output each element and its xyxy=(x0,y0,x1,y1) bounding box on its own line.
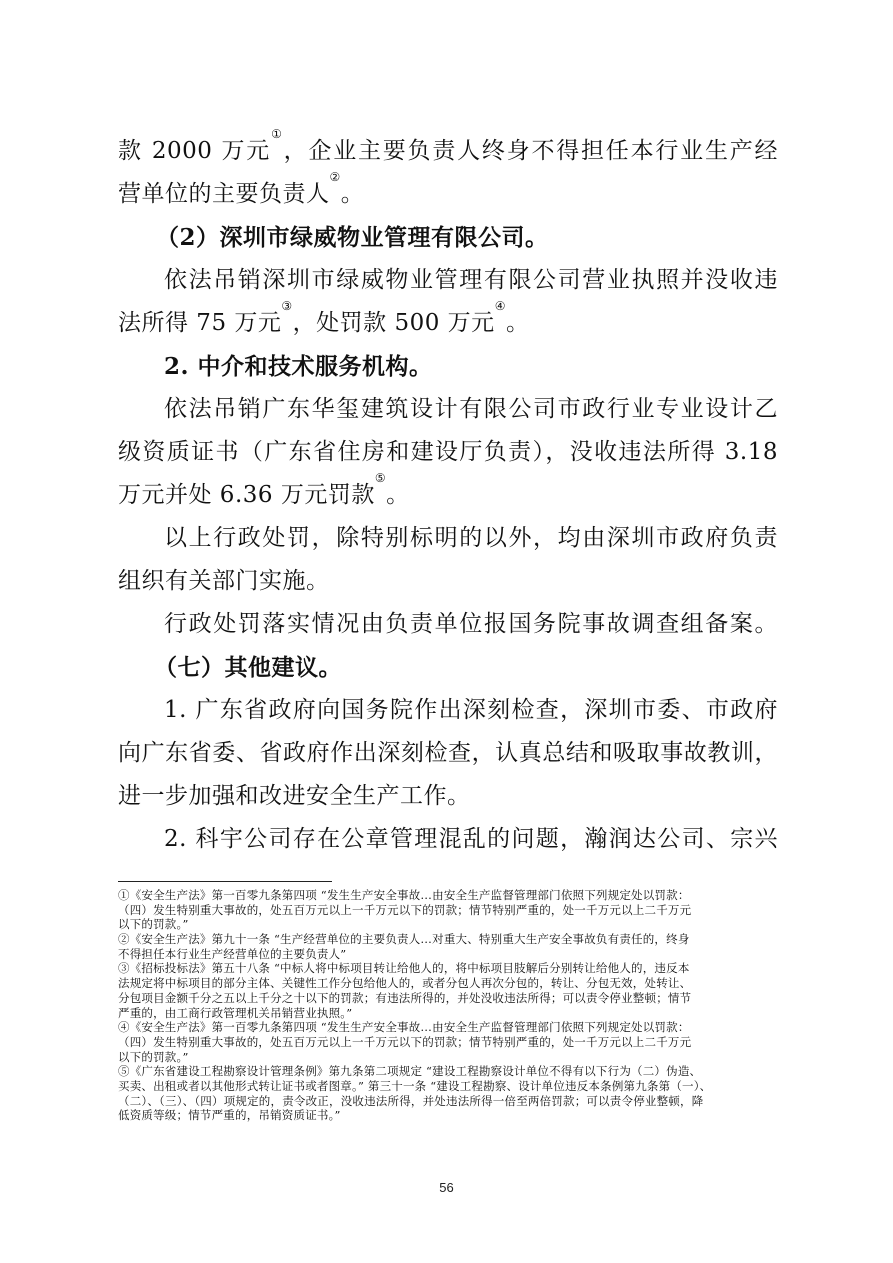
text-line: 法所得 75 万元③，处罚款 500 万元④。 xyxy=(118,299,530,336)
text-line: 1. 广东省政府向国务院作出深刻检查，深圳市委、市政府 xyxy=(164,697,778,723)
section-heading: 2. 中介和技术服务机构。 xyxy=(164,353,433,380)
footnote-divider xyxy=(118,881,332,882)
footnote-line: ②《安全生产法》第九十一条 “生产经营单位的主要负责人…对重大、特别重大生产安全事故负有责任的，终身 xyxy=(118,932,690,947)
page-number: 56 xyxy=(439,1180,454,1195)
footnote-ref[interactable]: ⑤ xyxy=(374,471,387,485)
section-heading: （七）其他建议。 xyxy=(154,654,342,681)
footnote-line: ⑤《广东省建设工程勘察设计管理条例》第九条第二项规定 “建设工程勘察设计单位不得有以下行为（二）伪造、 xyxy=(118,1064,702,1079)
footnote-line: 不得担任本行业生产经营单位的主要负责人” xyxy=(118,946,347,961)
footnotes xyxy=(118,888,776,1123)
footnote-line: 法规定将中标项目的部分主体、关键性工作分包给他人的，或者分包人再次分包的，转让、分包无效，处转让、 xyxy=(118,976,692,991)
footnote-line: （四）发生特别重大事故的，处五百万元以上一千万元以下的罚款；情节特别严重的，处一千万元以上二千万元 xyxy=(118,902,692,917)
footnote-line: 低资质等级；情节严重的，吊销资质证书。” xyxy=(118,1108,341,1123)
text-line: 依法吊销深圳市绿威物业管理有限公司营业执照并没收违 xyxy=(164,267,778,293)
footnote-line: ④《安全生产法》第一百零九条第四项 “发生生产安全事故…由安全生产监督管理部门依照下列规定处以罚款： xyxy=(118,1020,690,1035)
text-line: 级资质证书（广东省住房和建设厅负责），没收违法所得 3.18 xyxy=(118,439,778,465)
section-heading: （2）深圳市绿威物业管理有限公司。 xyxy=(156,224,549,251)
text-line: 向广东省委、省政府作出深刻检查，认真总结和吸取事故教训， xyxy=(118,740,778,766)
footnote-line: 分包项目金额千分之五以上千分之十以下的罚款；有违法所得的，并处没收违法所得；可以责令停业整顿；情节 xyxy=(118,990,692,1005)
text-line: 万元并处 6.36 万元罚款⑤。 xyxy=(118,471,410,508)
text-line: 2. 科宇公司存在公章管理混乱的问题，瀚润达公司、宗兴 xyxy=(164,826,778,852)
main-text xyxy=(118,127,779,861)
text-line: 进一步加强和改进安全生产工作。 xyxy=(118,783,471,809)
footnote-ref[interactable]: ① xyxy=(271,127,284,141)
text-line: 组织有关部门实施。 xyxy=(118,568,330,594)
text-line: 款 2000 万元①，企业主要负责人终身不得担任本行业生产经 xyxy=(118,127,779,164)
footnote-line: 以下的罚款。” xyxy=(118,917,189,932)
text-line: 依法吊销广东华玺建筑设计有限公司市政行业专业设计乙 xyxy=(164,396,778,422)
footnote-line: ①《安全生产法》第一百零九条第四项 “发生生产安全事故…由安全生产监督管理部门依照下列规定处以罚款： xyxy=(118,888,690,902)
footnote-ref[interactable]: ④ xyxy=(494,299,506,313)
footnote-ref[interactable]: ② xyxy=(329,170,341,184)
text-line: 以上行政处罚，除特别标明的以外，均由深圳市政府负责 xyxy=(164,525,778,551)
footnote-line: 以下的罚款。” xyxy=(118,1049,189,1064)
text-line: 营单位的主要负责人②。 xyxy=(118,170,365,207)
footnote-line: ③《招标投标法》第五十八条 “中标人将中标项目转让给他人的，将中标项目肢解后分别转让给他人的，违反本 xyxy=(118,961,690,976)
footnote-line: 买卖、出租或者以其他形式转让证书或者图章。” 第三十一条 “建设工程勘察、设计单位违反本条例第九条第（一）、 xyxy=(118,1078,712,1093)
footnote-line: （二）、（三）、（四）项规定的，责令改正，没收违法所得，并处违法所得一倍至两倍罚款；可以责令停业整顿，降 xyxy=(118,1093,704,1108)
footnote-line: （四）发生特别重大事故的，处五百万元以上一千万元以下的罚款；情节特别严重的，处一千万元以上二千万元 xyxy=(118,1034,692,1049)
text-line: 行政处罚落实情况由负责单位报国务院事故调查组备案。 xyxy=(164,611,778,637)
footnote-line: 严重的，由工商行政管理机关吊销营业执照。” xyxy=(118,1005,353,1020)
footnote-ref[interactable]: ③ xyxy=(281,299,293,313)
